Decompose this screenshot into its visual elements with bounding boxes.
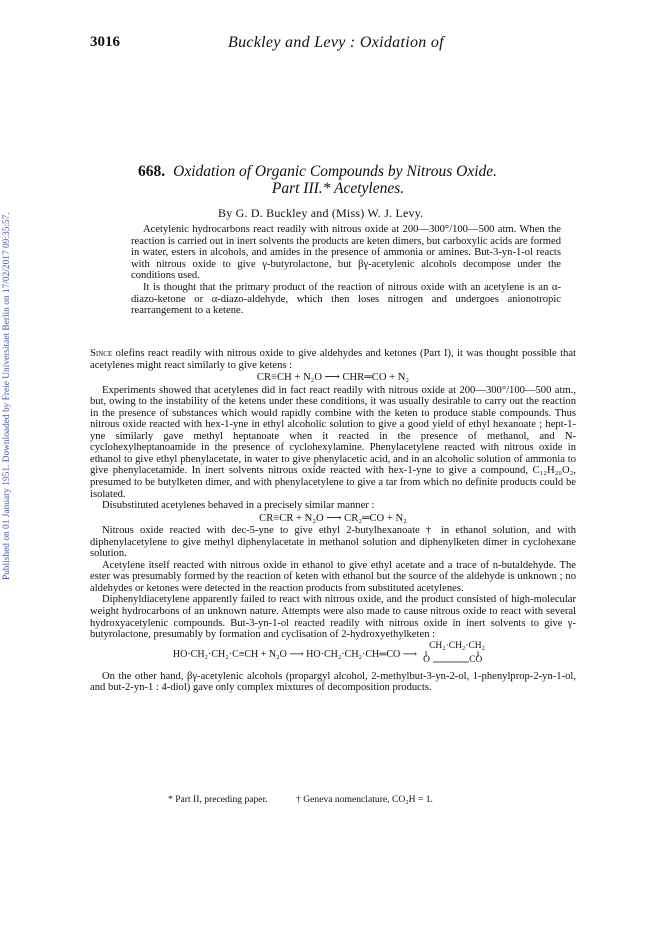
footnote: † Geneva nomenclature, CO₂H = 1. (296, 794, 433, 805)
drop-word: Since (90, 348, 113, 359)
footnote: * Part II, preceding paper. (168, 794, 268, 805)
title-line-2: Part III.* Acetylenes. (271, 180, 405, 197)
abstract-paragraph: It is thought that the primary product of the reaction of nitrous oxide with an acetylene is an α-diazo-ketone or α-diazo-aldehyde, which then loses nitrogen and undergoes anionotropic rearrangement to a ketene. (131, 281, 561, 317)
abstract (131, 224, 561, 317)
body-paragraph: On the other hand, βγ-acetylenic alcohols (propargyl alcohol, 2-methylbut-3-yn-2-ol, 1-phenylprop-2-yn-1-ol, and but-2-yn-1 : 4-diol) gave only complex mixtures of decomposition products. (90, 670, 576, 694)
article-body (90, 348, 576, 694)
download-sidebar-link[interactable]: Published on 01 January 1951. Downloaded by Freie Universitaet Berlin on 17/02/2017 09:35:57. (2, 212, 12, 580)
equation-2: CR≡CR + N₂O ⟶ CR₂═CO + N₂ (259, 512, 407, 524)
equation-3-left: HO·CH₂·CH₂·C≡CH + N₂O ⟶ HO·CH₂·CH₂·CH═CO ⟶ (172, 648, 418, 660)
ring-top: CH₂·CH₂·CH₂ (429, 640, 485, 651)
body-paragraph: Diphenyldiacetylene apparently failed to react with nitrous oxide, and the product consisted of high-molecular weight hydrocarbons of an unknown nature. Attempts were also made to cause nitrous oxide to react with several hydroxyacetylenic compounds. But-3-yn-1-ol reacted readily with nitrous oxide in inert solvents to give γ-butyrolactone, presumably by formation and cyclisation of 2-hydroxyethylketen : (90, 594, 576, 641)
body-paragraph: Experiments showed that acetylenes did in fact react readily with nitrous oxide at 200—300°/100—500 atm., but, owing to the instability of the ketens under these conditions, it was usually desirable to carry out the reaction in the presence of substances which would rapidly combine with the keten to produce stable compounds. Thus nitrous oxide reacted with hex-1-yne in ethyl alcoholic solution to give a good yield of ethyl hexanoate ; hept-1-yne similarly gave methyl heptanoate when it reacted in the presence of methanol, and N-cyclohexylheptanoamide in the presence of cyclohexylamine. Phenylacetylene reacted with nitrous oxide in ethanol to give ethyl phenylacetate, in water to give phenylacetic acid, and in an alcoholic solution of ammonia to give phenylacetamide. In inert solvents nitrous oxide reacted with hex-1-yne to give a compound, C₁₂H₂₀O₂, presumed to be butylketen dimer, and with phenylacetylene to give a tar from which no definite products could be isolated. (90, 384, 576, 500)
authors: By G. D. Buckley and (Miss) W. J. Levy. (218, 206, 424, 220)
article-number: 668. (138, 163, 166, 180)
paragraph-text: olefins react readily with nitrous oxide to give aldehydes and ketones (Part I), it was thought possible that acetylenes might react similarly to give ketens : (90, 348, 576, 371)
article-title (138, 163, 578, 197)
lactone-ring-structure (423, 640, 493, 667)
running-head: Buckley and Levy : Oxidation of (228, 34, 444, 51)
abstract-paragraph: Acetylenic hydrocarbons react readily with nitrous oxide at 200—300°/100—500 atm. When the reaction is carried out in inert solvents the products are keten dimers, but carboxylic acids are formed in water, esters in alcohols, and amides in the presence of ammonia or amines. But-3-yn-1-ol reacts with nitrous oxide to give γ-butyrolactone, but βγ-acetylenic alcohols decompose under the conditions used. (131, 224, 561, 282)
title-line-1: Oxidation of Organic Compounds by Nitrous Oxide. (173, 163, 498, 180)
body-paragraph: Nitrous oxide reacted with dec-5-yne to give ethyl 2-butylhexanoate † in ethanol solution, and with diphenylacetylene to give methyl diphenylacetate in methanol solution and diphenylketen dimer in cyclohexane solution. (90, 525, 576, 560)
equation-1: CR≡CH + N₂O ⟶ CHR═CO + N₂ (256, 372, 410, 384)
body-paragraph: Disubstituted acetylenes behaved in a precisely similar manner : (102, 500, 375, 512)
ring-bottom-right: CO (469, 654, 483, 665)
equation-3 (90, 640, 576, 667)
body-paragraph (90, 348, 576, 371)
footnotes (168, 794, 459, 805)
ring-bonds (423, 640, 493, 667)
ring-bottom-left: O (423, 654, 430, 665)
body-paragraph: Acetylene itself reacted with nitrous oxide in ethanol to give ethyl acetate and a trace of n-butaldehyde. The ester was presumably formed by the reaction of keten with ethanol but the source of the aldehyde is unknown ; no aldehydes or ketones were detected in the reaction products from substituted acetylenes. (90, 559, 576, 594)
page-number: 3016 (90, 34, 120, 50)
